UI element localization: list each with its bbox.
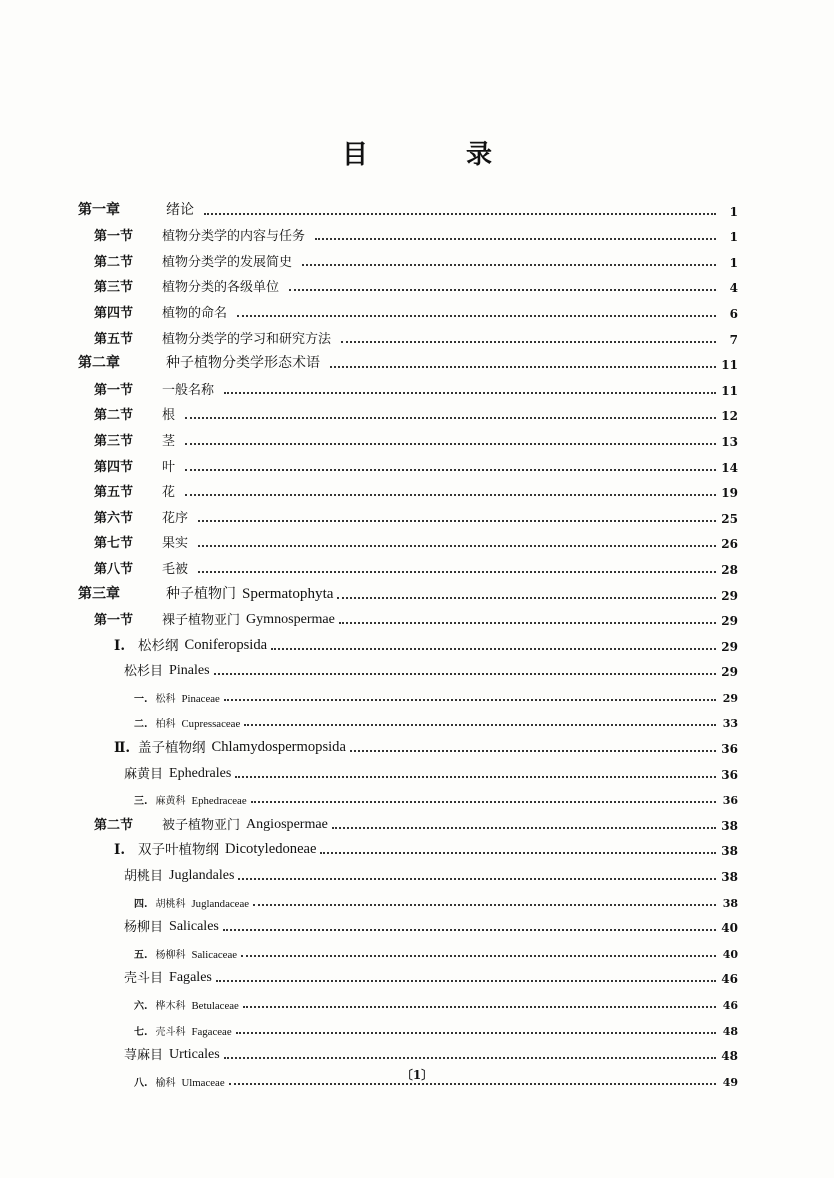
toc-entry bbox=[78, 449, 738, 475]
toc-entry-latin-name: Salicales bbox=[169, 918, 219, 935]
toc-entry-number: 第四节 bbox=[94, 459, 134, 475]
toc-entry-page: 36 bbox=[721, 742, 738, 757]
toc-leader-dots bbox=[198, 545, 716, 547]
toc-entry-latin-name: Dicotyledoneae bbox=[225, 841, 317, 858]
toc-entry-number: 第二节 bbox=[94, 817, 134, 833]
toc-entry-page: 38 bbox=[722, 896, 738, 910]
toc-leader-dots bbox=[339, 622, 716, 624]
toc-leader-dots bbox=[185, 443, 716, 445]
toc-entry-page: 1 bbox=[729, 204, 738, 219]
toc-entry-title: 松杉纲 bbox=[138, 637, 179, 654]
toc-entry bbox=[78, 807, 738, 833]
toc-entry-title: 松杉目 bbox=[124, 664, 164, 680]
toc-entry-latin-name: Pinales bbox=[169, 662, 210, 679]
toc-entry-number: 第五节 bbox=[94, 331, 134, 347]
toc-entry-page: 4 bbox=[729, 281, 738, 296]
toc-entry-page: 48 bbox=[722, 1024, 738, 1038]
toc-entry bbox=[78, 1038, 738, 1064]
toc-entry bbox=[78, 423, 738, 449]
toc-entry-page: 38 bbox=[721, 818, 738, 833]
toc-entry-page: 12 bbox=[721, 409, 738, 424]
toc-leader-dots bbox=[229, 1083, 716, 1085]
toc-entry-number: 第八节 bbox=[94, 561, 134, 577]
toc-entry bbox=[78, 1012, 738, 1038]
toc-entry bbox=[78, 475, 738, 501]
toc-leader-dots bbox=[251, 801, 716, 803]
toc-entry-number: Ⅱ. bbox=[114, 740, 131, 757]
page-number: 〔1〕 bbox=[400, 1068, 434, 1082]
toc-leader-dots bbox=[302, 264, 716, 266]
toc-entry-page: 1 bbox=[729, 230, 738, 245]
toc-entry-title: 柏科 bbox=[155, 719, 176, 731]
toc-entry bbox=[78, 500, 738, 526]
toc-entry-number: 第二节 bbox=[94, 254, 134, 270]
toc-entry-number: 第一节 bbox=[94, 613, 134, 629]
toc-entry-number: 第三节 bbox=[94, 433, 134, 449]
toc-entry-title: 根 bbox=[162, 408, 176, 424]
toc-entry-number: 三. bbox=[134, 796, 148, 808]
toc-entry bbox=[78, 372, 738, 398]
toc-leader-dots bbox=[224, 699, 716, 701]
toc-entry-title: 盖子植物纲 bbox=[138, 740, 206, 757]
toc-entry-latin-name: Fagaceae bbox=[191, 1025, 232, 1038]
toc-entry bbox=[78, 551, 738, 577]
toc-entry-page: 14 bbox=[721, 460, 738, 475]
toc-leader-dots bbox=[341, 341, 716, 343]
toc-entry-latin-name: Pinaceae bbox=[181, 692, 220, 705]
toc-entry-title: 杨柳目 bbox=[124, 920, 164, 936]
toc-entry-page: 29 bbox=[721, 614, 738, 629]
toc-entry-title: 麻黄目 bbox=[124, 766, 164, 782]
toc-entry-latin-name: Angiospermae bbox=[246, 815, 328, 832]
toc-entry-number: 四. bbox=[134, 898, 148, 910]
toc-entry-latin-name: Juglandaceae bbox=[191, 897, 250, 910]
toc-entry-page: 49 bbox=[722, 1075, 738, 1089]
toc-entry-page: 29 bbox=[721, 639, 738, 654]
toc-entry-title: 毛被 bbox=[162, 561, 189, 577]
toc-entry-number: 第二节 bbox=[94, 408, 134, 424]
toc-entry-title: 花序 bbox=[162, 510, 189, 526]
toc-leader-dots bbox=[224, 1057, 716, 1059]
toc-leader-dots bbox=[337, 597, 716, 599]
toc-entry-latin-name: Ephedrales bbox=[169, 764, 232, 781]
toc-entry-number: 第一节 bbox=[94, 229, 134, 245]
toc-leader-dots bbox=[185, 494, 716, 496]
toc-leader-dots bbox=[185, 417, 716, 419]
toc-entry bbox=[78, 628, 738, 654]
toc-entry-page: 25 bbox=[721, 511, 738, 526]
toc-leader-dots bbox=[198, 571, 716, 573]
toc-entry bbox=[78, 961, 738, 987]
toc-entry-title: 植物的命名 bbox=[162, 305, 228, 321]
toc-leader-dots bbox=[315, 238, 716, 240]
toc-entry-page: 38 bbox=[721, 870, 738, 885]
toc-leader-dots bbox=[237, 315, 716, 317]
toc-entry-title: 荨麻目 bbox=[124, 1048, 164, 1064]
toc-leader-dots bbox=[224, 392, 716, 394]
toc-entry-number: 二. bbox=[134, 719, 148, 731]
toc-entry-title: 一般名称 bbox=[162, 382, 215, 398]
toc-leader-dots bbox=[236, 1032, 716, 1034]
toc-entry bbox=[78, 833, 738, 859]
toc-entry-page: 7 bbox=[729, 332, 738, 347]
toc-leader-dots bbox=[289, 289, 716, 291]
toc-leader-dots bbox=[320, 852, 716, 854]
toc-entry bbox=[78, 398, 738, 424]
toc-entry-title: 种子植物门 bbox=[166, 585, 236, 602]
toc-entry-page: 11 bbox=[721, 358, 738, 373]
toc-entry-title: 松科 bbox=[155, 693, 176, 705]
toc-entry-number: 第二章 bbox=[78, 355, 120, 372]
toc-entry bbox=[78, 219, 738, 245]
toc-leader-dots bbox=[244, 724, 716, 726]
toc-leader-dots bbox=[198, 520, 716, 522]
toc-entry-number: 第四节 bbox=[94, 305, 134, 321]
toc-entry-page: 19 bbox=[721, 486, 738, 501]
toc-entry bbox=[78, 910, 738, 936]
toc-leader-dots bbox=[241, 955, 716, 957]
toc-entry-page: 1 bbox=[729, 255, 738, 270]
toc-entry-page: 29 bbox=[722, 691, 738, 705]
toc-entry bbox=[78, 577, 738, 603]
toc-leader-dots bbox=[271, 648, 716, 650]
toc-entry-number: 第五节 bbox=[94, 485, 134, 501]
toc-entry-page: 46 bbox=[722, 999, 738, 1012]
toc-entry-title: 被子植物亚门 bbox=[162, 817, 241, 833]
toc-entry bbox=[78, 705, 738, 731]
toc-entry-page: 6 bbox=[729, 306, 738, 321]
toc-entry bbox=[78, 756, 738, 782]
toc-entry bbox=[78, 193, 738, 219]
toc-entry-latin-name: Gymnospermae bbox=[246, 611, 335, 628]
toc-entry-latin-name: Urticales bbox=[169, 1046, 220, 1063]
toc-entry-number: 八. bbox=[134, 1077, 148, 1089]
toc-leader-dots bbox=[223, 929, 716, 931]
toc-entry-title: 胡桃科 bbox=[155, 898, 186, 910]
toc-entry-title: 壳斗科 bbox=[155, 1026, 186, 1038]
toc-entry-page: 28 bbox=[721, 562, 738, 577]
toc-entry-number: 第一节 bbox=[94, 382, 134, 398]
toc-entry bbox=[78, 679, 738, 705]
toc-entry-number: 第一章 bbox=[78, 201, 120, 218]
toc-entry-page: 46 bbox=[721, 972, 738, 987]
toc-entry-page: 48 bbox=[721, 1049, 738, 1064]
toc-leader-dots bbox=[350, 750, 716, 752]
toc-entry-number: Ⅰ. bbox=[114, 842, 126, 859]
toc-entry-title: 茎 bbox=[162, 433, 176, 449]
toc-entry-page: 13 bbox=[721, 434, 738, 449]
toc-entry-latin-name: Fagales bbox=[169, 969, 212, 986]
toc-entry-page: 36 bbox=[722, 794, 738, 808]
toc-entry-page: 29 bbox=[721, 588, 738, 603]
toc-entry-number: 六. bbox=[134, 1001, 148, 1012]
toc-leader-dots bbox=[235, 776, 716, 778]
toc-leader-dots bbox=[216, 980, 716, 982]
toc-entry-latin-name: Ephedraceae bbox=[191, 795, 247, 808]
toc-entry bbox=[78, 347, 738, 373]
toc-entry bbox=[78, 321, 738, 347]
toc-entry-page: 36 bbox=[721, 767, 738, 782]
toc-entry-title: 绪论 bbox=[166, 201, 194, 218]
toc-entry-page: 40 bbox=[722, 947, 738, 961]
toc-leader-dots bbox=[332, 827, 716, 829]
toc-entry-latin-name: Spermatophyta bbox=[242, 585, 334, 602]
toc-entry-title: 壳斗目 bbox=[124, 971, 164, 987]
toc-entry-title: 杨柳科 bbox=[155, 949, 186, 961]
toc-entry-latin-name: Betulaceae bbox=[191, 1000, 239, 1012]
toc-entry-title: 植物分类学的内容与任务 bbox=[162, 229, 306, 245]
toc-entry bbox=[78, 295, 738, 321]
toc-entry bbox=[78, 603, 738, 629]
toc-entry-number: 第七节 bbox=[94, 536, 134, 552]
toc-entry-page: 29 bbox=[721, 665, 738, 680]
toc-entry-title: 裸子植物亚门 bbox=[162, 613, 241, 629]
toc-entry-latin-name: Cupressaceae bbox=[181, 718, 241, 731]
toc-entry-number: 第三节 bbox=[94, 280, 134, 296]
toc-leader-dots bbox=[214, 673, 716, 675]
toc-entry-latin-name: Ulmaceae bbox=[181, 1076, 225, 1089]
toc-entry-latin-name: Salicaceae bbox=[191, 948, 238, 961]
toc-entry bbox=[78, 270, 738, 296]
toc-entry bbox=[78, 858, 738, 884]
toc-entry-number: 五. bbox=[134, 949, 148, 961]
toc-leader-dots bbox=[238, 878, 716, 880]
toc-entry-title: 植物分类学的学习和研究方法 bbox=[162, 331, 332, 347]
toc-entry bbox=[78, 654, 738, 680]
toc-entry-title: 桦木科 bbox=[155, 1001, 186, 1012]
toc-entry-title: 双子叶植物纲 bbox=[138, 842, 219, 859]
toc-entry-page: 11 bbox=[721, 383, 738, 398]
toc-entry bbox=[78, 884, 738, 910]
toc-entry-page: 40 bbox=[721, 921, 738, 936]
toc-entry-number: 七. bbox=[134, 1026, 148, 1038]
toc-entry-page: 26 bbox=[721, 537, 738, 552]
toc-entry-latin-name: Coniferopsida bbox=[184, 636, 268, 653]
toc-entry-title: 种子植物分类学形态术语 bbox=[166, 355, 320, 372]
toc-entry-title: 花 bbox=[162, 485, 176, 501]
toc-entry-title: 麻黄科 bbox=[155, 796, 186, 808]
toc-entry-page: 33 bbox=[722, 717, 738, 731]
toc-entry bbox=[78, 244, 738, 270]
toc-entry bbox=[78, 935, 738, 961]
toc-leader-dots bbox=[330, 366, 716, 368]
toc-entry-title: 榆科 bbox=[155, 1077, 176, 1089]
toc-leader-dots bbox=[204, 213, 716, 215]
toc-entry-title: 植物分类学的发展简史 bbox=[162, 254, 293, 270]
toc-entry-title: 叶 bbox=[162, 459, 176, 475]
toc-entry-title: 胡桃目 bbox=[124, 869, 164, 885]
toc-entry-number: 一. bbox=[134, 693, 148, 705]
toc-leader-dots bbox=[253, 904, 716, 906]
toc-entry bbox=[78, 782, 738, 808]
toc-entry-number: 第三章 bbox=[78, 585, 120, 602]
toc-entry bbox=[78, 986, 738, 1012]
toc-entry-title: 植物分类的各级单位 bbox=[162, 280, 280, 296]
toc-entry-page: 38 bbox=[721, 844, 738, 859]
toc-entry bbox=[78, 526, 738, 552]
toc-leader-dots bbox=[185, 469, 716, 471]
toc-entry-latin-name: Juglandales bbox=[169, 867, 235, 884]
toc-entry-number: 第六节 bbox=[94, 510, 134, 526]
toc-leader-dots bbox=[243, 1006, 716, 1008]
table-of-contents bbox=[78, 193, 738, 1089]
toc-entry bbox=[78, 730, 738, 756]
toc-entry-number: Ⅰ. bbox=[114, 637, 126, 654]
toc-entry-title: 果实 bbox=[162, 536, 189, 552]
page-title: 目 录 bbox=[341, 140, 528, 170]
toc-entry-latin-name: Chlamydospermopsida bbox=[211, 739, 346, 756]
